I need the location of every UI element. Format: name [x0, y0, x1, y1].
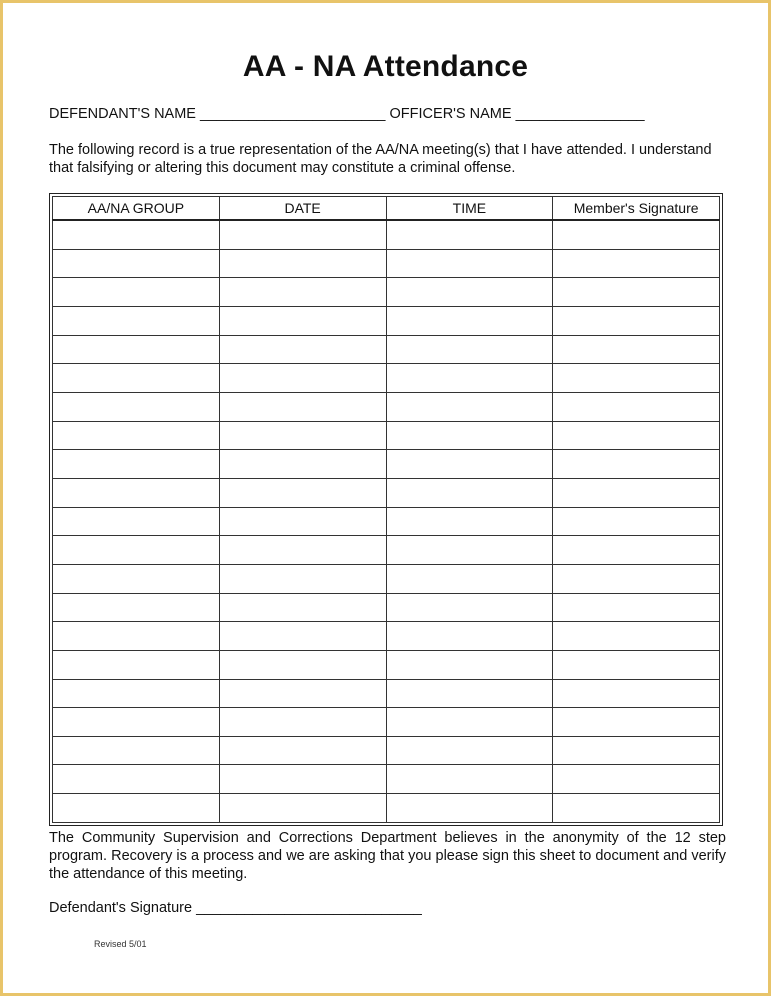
cell-time[interactable]: [386, 220, 553, 249]
attendance-table-body: [53, 220, 720, 823]
cell-signature[interactable]: [553, 622, 720, 651]
cell-time[interactable]: [386, 650, 553, 679]
table-row: [53, 335, 720, 364]
cell-date[interactable]: [219, 364, 386, 393]
cell-time[interactable]: [386, 564, 553, 593]
cell-group[interactable]: [53, 364, 220, 393]
attendance-table: [52, 196, 720, 823]
cell-date[interactable]: [219, 421, 386, 450]
header-time: TIME: [386, 197, 553, 221]
defendant-signature-label: Defendant's Signature: [49, 900, 193, 916]
cell-date[interactable]: [219, 536, 386, 565]
defendant-name-field[interactable]: _______________________: [200, 106, 386, 122]
cell-time[interactable]: [386, 736, 553, 765]
header-aa-na-group: AA/NA GROUP: [53, 197, 220, 221]
defendant-signature-field[interactable]: ____________________________: [196, 900, 422, 916]
cell-date[interactable]: [219, 478, 386, 507]
cell-group[interactable]: [53, 564, 220, 593]
cell-time[interactable]: [386, 278, 553, 307]
cell-group[interactable]: [53, 335, 220, 364]
officer-name-label: OFFICER'S NAME: [389, 106, 512, 122]
table-row: [53, 364, 720, 393]
cell-date[interactable]: [219, 622, 386, 651]
table-row: [53, 278, 720, 307]
table-row: [53, 622, 720, 651]
cell-signature[interactable]: [553, 220, 720, 249]
table-row: [53, 306, 720, 335]
intro-statement: [49, 141, 729, 177]
cell-time[interactable]: [386, 450, 553, 479]
cell-signature[interactable]: [553, 679, 720, 708]
table-row: [53, 220, 720, 249]
table-row: [53, 421, 720, 450]
table-row: [53, 736, 720, 765]
cell-time[interactable]: [386, 335, 553, 364]
cell-group[interactable]: [53, 794, 220, 823]
table-row: [53, 507, 720, 536]
table-row: [53, 392, 720, 421]
cell-signature[interactable]: [553, 650, 720, 679]
cell-date[interactable]: [219, 794, 386, 823]
names-line: [49, 106, 645, 122]
cell-group[interactable]: [53, 278, 220, 307]
cell-group[interactable]: [53, 765, 220, 794]
table-row: [53, 249, 720, 278]
cell-group[interactable]: [53, 306, 220, 335]
intro-line-1: The following record is a true representation of the AA/NA meeting(s) that I have attended. I understand: [49, 142, 712, 158]
cell-signature[interactable]: [553, 765, 720, 794]
cell-date[interactable]: [219, 507, 386, 536]
defendant-name-label: DEFENDANT'S NAME: [49, 106, 196, 122]
cell-group[interactable]: [53, 450, 220, 479]
cell-time[interactable]: [386, 249, 553, 278]
cell-date[interactable]: [219, 278, 386, 307]
cell-group[interactable]: [53, 593, 220, 622]
cell-time[interactable]: [386, 306, 553, 335]
cell-signature[interactable]: [553, 507, 720, 536]
cell-time[interactable]: [386, 794, 553, 823]
cell-date[interactable]: [219, 249, 386, 278]
table-row: [53, 564, 720, 593]
cell-signature[interactable]: [553, 278, 720, 307]
table-row: [53, 536, 720, 565]
cell-time[interactable]: [386, 421, 553, 450]
table-row: [53, 765, 720, 794]
cell-group[interactable]: [53, 249, 220, 278]
cell-time[interactable]: [386, 364, 553, 393]
cell-signature[interactable]: [553, 392, 720, 421]
cell-group[interactable]: [53, 421, 220, 450]
cell-time[interactable]: [386, 536, 553, 565]
table-row: [53, 450, 720, 479]
cell-date[interactable]: [219, 392, 386, 421]
cell-group[interactable]: [53, 507, 220, 536]
cell-time[interactable]: [386, 392, 553, 421]
revised-note: Revised 5/01: [94, 939, 147, 949]
cell-group[interactable]: [53, 679, 220, 708]
table-row: [53, 679, 720, 708]
header-member-signature: Member's Signature: [553, 197, 720, 221]
table-row: [53, 478, 720, 507]
cell-date[interactable]: [219, 220, 386, 249]
cell-date[interactable]: [219, 708, 386, 737]
cell-date[interactable]: [219, 765, 386, 794]
table-row: [53, 650, 720, 679]
cell-group[interactable]: [53, 392, 220, 421]
table-header-row: [53, 197, 720, 221]
anonymity-statement: The Community Supervision and Corrections Department believes in the anonymity of the 12 step program. Recovery is a process and we are asking that you please sign this sheet to document and verify the attendance of this meeting.: [49, 830, 726, 882]
cell-signature[interactable]: [553, 421, 720, 450]
cell-signature[interactable]: [553, 593, 720, 622]
cell-time[interactable]: [386, 593, 553, 622]
cell-time[interactable]: [386, 679, 553, 708]
cell-time[interactable]: [386, 622, 553, 651]
cell-signature[interactable]: [553, 736, 720, 765]
attendance-table-frame: [49, 193, 723, 826]
cell-signature[interactable]: [553, 478, 720, 507]
cell-group[interactable]: [53, 478, 220, 507]
cell-date[interactable]: [219, 679, 386, 708]
table-row: [53, 794, 720, 823]
cell-signature[interactable]: [553, 794, 720, 823]
cell-time[interactable]: [386, 507, 553, 536]
cell-date[interactable]: [219, 450, 386, 479]
cell-time[interactable]: [386, 708, 553, 737]
cell-time[interactable]: [386, 478, 553, 507]
table-row: [53, 708, 720, 737]
cell-group[interactable]: [53, 536, 220, 565]
cell-group[interactable]: [53, 650, 220, 679]
cell-signature[interactable]: [553, 364, 720, 393]
cell-date[interactable]: [219, 593, 386, 622]
header-date: DATE: [219, 197, 386, 221]
cell-date[interactable]: [219, 335, 386, 364]
cell-time[interactable]: [386, 765, 553, 794]
cell-signature[interactable]: [553, 708, 720, 737]
cell-signature[interactable]: [553, 564, 720, 593]
cell-signature[interactable]: [553, 306, 720, 335]
cell-group[interactable]: [53, 220, 220, 249]
cell-signature[interactable]: [553, 335, 720, 364]
cell-group[interactable]: [53, 708, 220, 737]
cell-date[interactable]: [219, 306, 386, 335]
cell-date[interactable]: [219, 650, 386, 679]
page-title: AA - NA Attendance: [242, 50, 529, 83]
officer-name-field[interactable]: ________________: [515, 106, 645, 122]
cell-date[interactable]: [219, 736, 386, 765]
cell-signature[interactable]: [553, 249, 720, 278]
cell-date[interactable]: [219, 564, 386, 593]
cell-group[interactable]: [53, 622, 220, 651]
cell-group[interactable]: [53, 736, 220, 765]
cell-signature[interactable]: [553, 536, 720, 565]
intro-line-2: that falsifying or altering this document may constitute a criminal offense.: [49, 160, 516, 176]
table-row: [53, 593, 720, 622]
cell-signature[interactable]: [553, 450, 720, 479]
defendant-signature-line: [49, 900, 422, 916]
